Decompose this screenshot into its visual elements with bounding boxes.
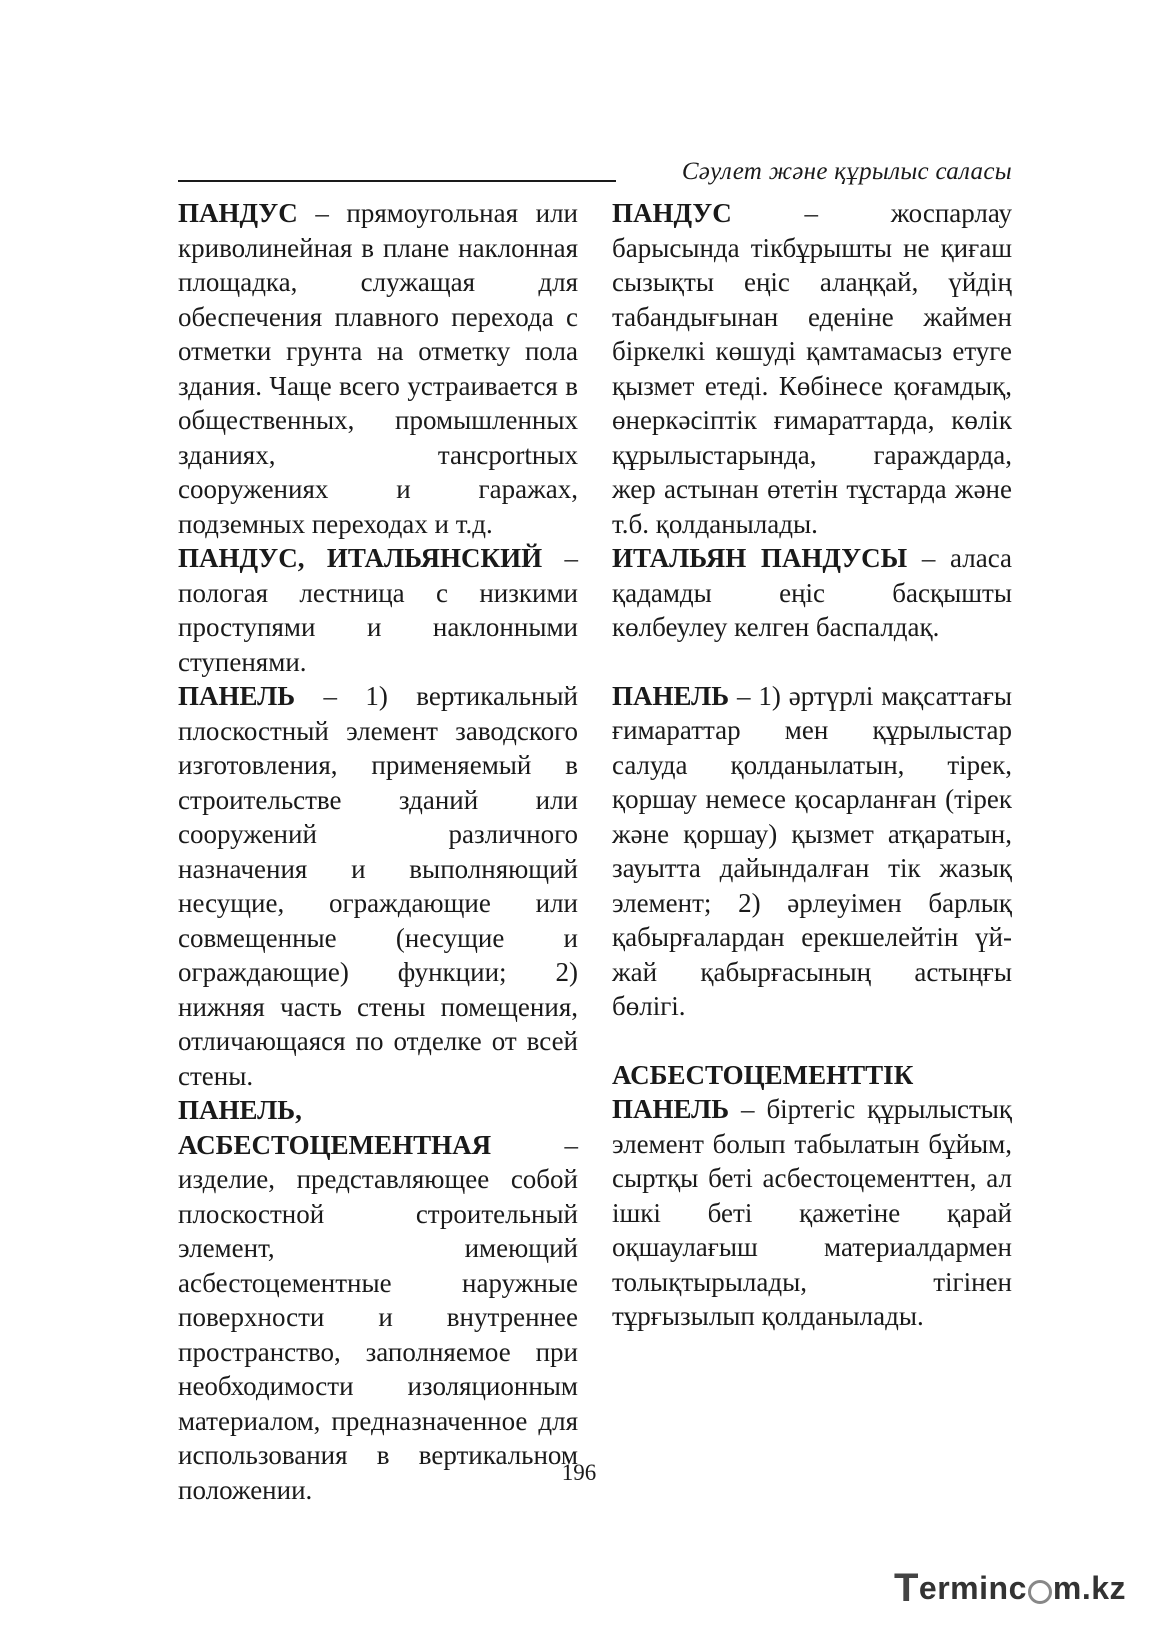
- entry-term: ПАНДУС: [178, 198, 298, 228]
- entry-term: ПАНЕЛЬ, АСБЕСТОЦЕМЕНТНАЯ: [178, 1095, 492, 1160]
- entry-definition: – пологая лестница с низкими проступями и наклонными ступенями.: [178, 543, 578, 677]
- running-header: [178, 158, 1012, 192]
- entry-term: ПАНЕЛЬ: [178, 681, 296, 711]
- entry-definition: – прямоугольная или криволинейная в плане наклонная площадка, служащая для обеспечения плавного перехода с отметки грунта на отметку пола здания. Чаще всего устраивается в общественных, промышленных зданиях, тансportных сооружениях и гаражах, подземных переходах и т.д.: [178, 198, 578, 539]
- logo-prefix: T: [893, 1566, 919, 1610]
- entry-ru-pandus: [178, 196, 578, 541]
- russian-column: [178, 196, 578, 1507]
- entry-definition: – 1) вертикальный плоскостный элемент заводского изготовления, применяемый в строительстве зданий или сооружений различного назначения и выполняющий несущие, ограждающие или совмещенные (несущие и ограждающие) функции; 2) нижняя часть стены помещения, отличающаяся по отделке от всей стены.: [178, 681, 578, 1091]
- entry-ru-panel-asbestos: [178, 1093, 578, 1507]
- entry-definition: – изделие, представляющее собой плоскостной строительный элемент, имеющий асбестоцементные наружные поверхности и внутреннее пространство, заполняемое при необходимости изоляционным материалом, предназначенное для использования в вертикальном положении.: [178, 1129, 578, 1505]
- entry-kk-pandus-italian: [612, 541, 1012, 645]
- header-title: Сәулет және құрылыс саласы: [681, 158, 1012, 185]
- spacer: [612, 645, 1012, 679]
- entry-definition: – жоспарлау барысында тікбұрышты не қиғаш сызықты еңіс алаңқай, үйдің табандығынан еденіне жаймен біркелкі көшуді қамтамасыз етуге қызмет етеді. Көбінесе қоғамдық, өнеркәсіптік ғимараттарда, көлік құрылыстарында, гараждарда, жер астынан өтетін тұстарда және т.б. қолданылады.: [612, 198, 1012, 539]
- spacer: [612, 1024, 1012, 1058]
- entry-definition: – 1) әртүрлі мақсаттағы ғимараттар мен құрылыстар салуда қолданылатын, тірек, қоршау немесе қосарланған (тірек және қоршау) қызмет атқаратын, зауытта дайындалған тік жазық элемент; 2) әрлеуімен барлық қабырғалардан ерекшелейтін үй-жай қабырғасының астыңғы бөлігі.: [612, 680, 1012, 1021]
- termincom-logo[interactable]: [894, 1566, 1126, 1611]
- entry-definition: – біртегіс құрылыстық элемент болып табылатын бұйым, сыртқы беті асбестоцементтен, ал ішкі беті қажетіне қарай оқшаулағыш материалдармен толықтырылады, тігінен тұрғызылып қолданылады.: [612, 1094, 1012, 1331]
- entry-term: ПАНДУС, ИТАЛЬЯНСКИЙ: [178, 543, 543, 573]
- entry-kk-panel: [612, 679, 1012, 1024]
- page-number: 196: [561, 1460, 597, 1485]
- entry-ru-pandus-italian: [178, 541, 578, 679]
- entry-term: ПАНДУС: [612, 198, 732, 228]
- entry-kk-panel-asbestos: [612, 1058, 1012, 1334]
- entry-ru-panel: [178, 679, 578, 1093]
- entry-kk-pandus: [612, 196, 1012, 541]
- magnifier-icon: [1028, 1580, 1052, 1604]
- entry-definition: – аласа қадамды еңіс басқышты көлбеулеу келген баспалдақ.: [612, 543, 1012, 642]
- logo-mid: erminc: [918, 1570, 1027, 1606]
- entry-term: ИТАЛЬЯН ПАНДУСЫ: [612, 543, 908, 573]
- entry-term: ПАНЕЛЬ: [612, 680, 730, 711]
- header-rule: [178, 180, 616, 182]
- kazakh-column: [612, 196, 1012, 1334]
- entry-term: АСБЕСТОЦЕМЕНТТІК ПАНЕЛЬ: [612, 1059, 914, 1124]
- logo-suffix: m.kz: [1052, 1570, 1126, 1606]
